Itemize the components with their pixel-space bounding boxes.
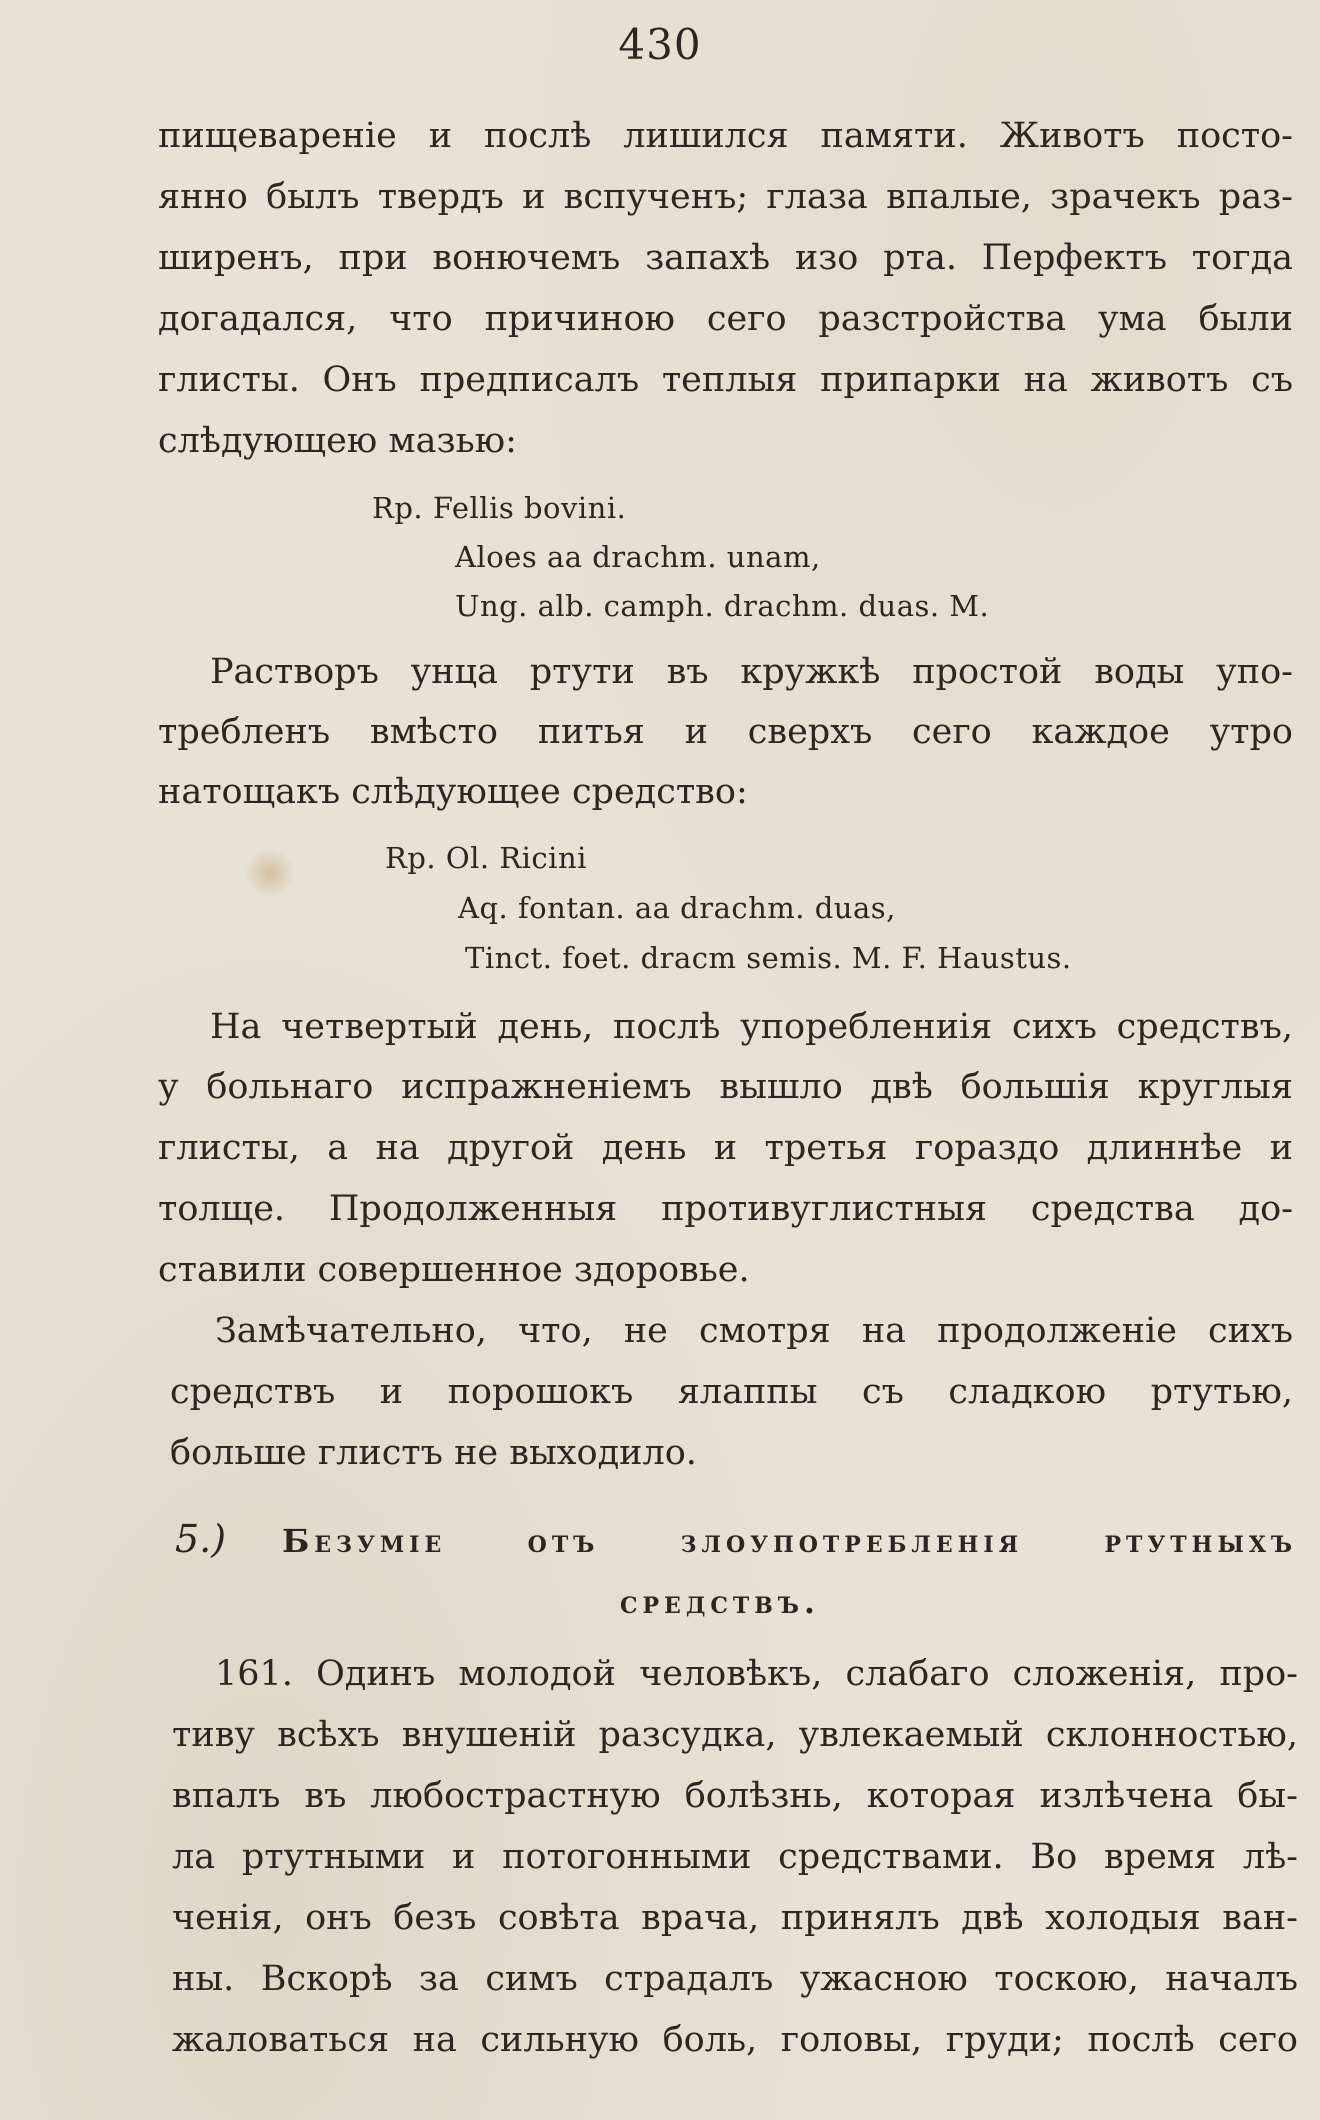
text-line: жаловаться на сильную боль, головы, груди; послѣ сего (172, 2020, 1298, 2060)
text-line: тиву всѣхъ внушеній разсудка, увлекаемый склонностью, (172, 1715, 1298, 1755)
text-line: глисты, а на другой день и третья гораздо длиннѣе и (158, 1128, 1293, 1168)
section-number: 5.) (175, 1517, 227, 1561)
recipe-line: Ung. alb. camph. drachm. duas. M. (455, 589, 990, 623)
text-line: ны. Вскорѣ за симъ страдалъ ужасною тоскою, началъ (172, 1959, 1298, 1999)
text-line: толще. Продолженныя противуглистныя средства до- (158, 1189, 1293, 1229)
text-line: средствъ и порошокъ ялаппы съ сладкою ртутью, (170, 1372, 1293, 1412)
recipe-line: Aloes aa drachm. unam, (455, 540, 821, 574)
text-line: ла ртутными и потогонными средствами. Во время лѣ- (172, 1837, 1298, 1877)
section-title-continued: средствъ. (620, 1583, 821, 1621)
text-line: Растворъ унца ртути въ кружкѣ простой воды упо- (210, 652, 1293, 692)
text-line: догадался, что причиною сего разстройства ума были (158, 299, 1293, 339)
text-line: у больнаго испражненіемъ вышло двѣ большія круглыя (158, 1067, 1293, 1107)
recipe-line: Rp. Ol. Ricini (385, 841, 587, 875)
text-line: ставили совершенное здоровье. (158, 1250, 750, 1290)
text-line: больше глистъ не выходило. (170, 1433, 697, 1473)
text-line: янно былъ твердъ и вспученъ; глаза впалые, зрачекъ раз- (158, 177, 1293, 217)
text-line: Замѣчательно, что, не смотря на продолженіе сихъ (215, 1311, 1293, 1351)
text-line: требленъ вмѣсто питья и сверхъ сего каждое утро (158, 712, 1293, 752)
paper-stain (245, 848, 295, 898)
text-line: ченія, онъ безъ совѣта врача, принялъ двѣ холодыя ван- (172, 1898, 1298, 1938)
text-line: пищевареніе и послѣ лишился памяти. Животъ посто- (158, 116, 1293, 156)
recipe-line: Rp. Fellis bovini. (372, 491, 627, 525)
text-line: натощакъ слѣдующее средство: (158, 772, 748, 812)
recipe-line: Aq. fontan. aa drachm. duas, (458, 891, 896, 925)
recipe-line: Tinct. foet. dracm semis. M. F. Haustus. (465, 941, 1072, 975)
text-line: 161. Одинъ молодой человѣкъ, слабаго сложенія, про- (215, 1654, 1298, 1694)
text-line: На четвертый день, послѣ упореблениія сихъ средствъ, (210, 1007, 1293, 1047)
text-line: глисты. Онъ предписалъ теплыя припарки на животъ съ (158, 360, 1293, 400)
section-title: Безуміе отъ злоупотребленія ртутныхъ (282, 1522, 1297, 1560)
text-line: ширенъ, при вонючемъ запахѣ изо рта. Перфектъ тогда (158, 238, 1293, 278)
page-number: 430 (618, 20, 702, 69)
text-line: впалъ въ любострастную болѣзнь, которая излѣчена бы- (172, 1776, 1298, 1816)
text-line: слѣдующею мазью: (158, 421, 517, 461)
